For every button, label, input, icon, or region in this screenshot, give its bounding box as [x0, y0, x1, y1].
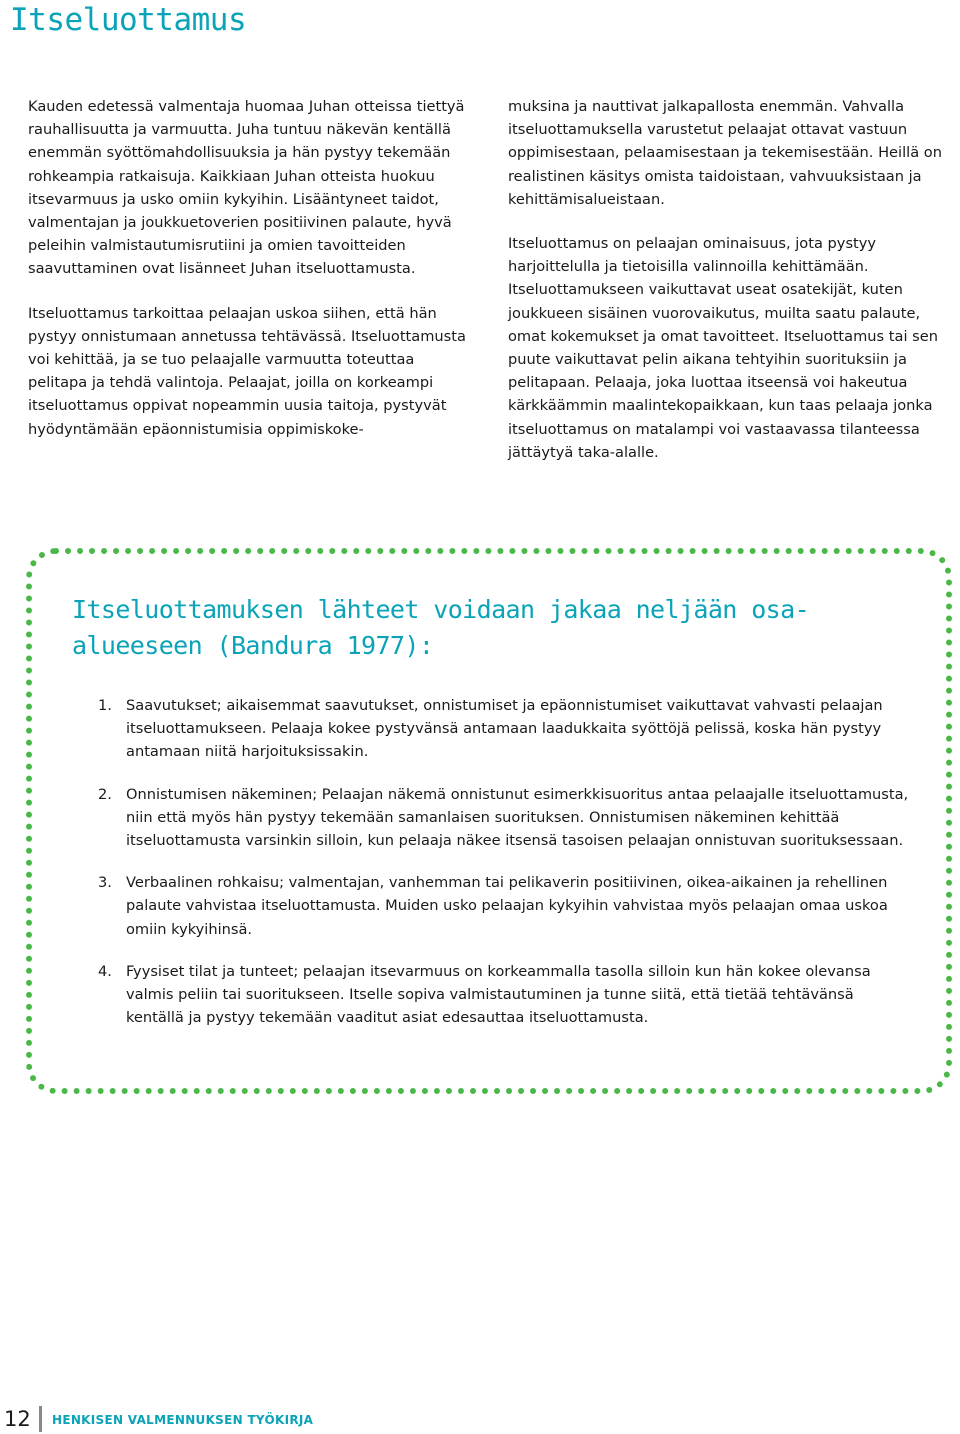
footer-divider	[39, 1406, 42, 1432]
left-column	[28, 95, 468, 462]
list-item-text: Saavutukset; aikaisemmat saavutukset, onnistumiset ja epäonnistumiset vaikuttavat vahvasti pelaajan itseluottamukseen. Pelaaja kokee pystyvänsä antamaan laadukkaita syöttöjä pelissä, koska hän pystyy antamaan niitä harjoituksissakin.	[126, 697, 883, 761]
body-paragraph: muksina ja nauttivat jalkapallosta enemmän. Vahvalla itseluottamuksella varustetut pelaajat ottavat vastuun oppimisestaan, pelaamisestaan ja tekemisestään. Heillä on realistinen käsitys omista taidoistaan, vahvuuksistaan ja kehittämisalueistaan.	[508, 98, 942, 208]
list-item	[78, 783, 910, 853]
body-paragraph: Itseluottamus tarkoittaa pelaajan uskoa siihen, että hän pystyy onnistumaan annetussa tehtävässä. Itseluottamusta voi kehittää, ja se tuo pelaajalle varmuutta toteuttaa pelitapa ja tehdä valintoja. Pelaajat, joilla on korkeampi itseluottamus oppivat nopeammin uusia taitoja, pystyvät hyödyntämään epäonnistumisia oppimiskoke-	[28, 304, 466, 438]
list-item-text: Verbaalinen rohkaisu; valmentajan, vanhemman tai pelikaverin positiivinen, oikea-aikainen ja rehellinen palaute vahvistaa itseluottamusta. Muiden usko pelaajan kykyihin vahvistaa myös pelaajan omaa uskoa omiin kykyihinsä.	[126, 874, 888, 938]
list-item-number: 3.	[98, 874, 112, 892]
list-item-text: Fyysiset tilat ja tunteet; pelaajan itsevarmuus on korkeammalla tasolla silloin kun hän kokee olevansa valmis peliin tai suoritukseen. Itselle sopiva valmistautuminen ja tunne siitä, että tietää tehtävänsä kentällä ja pystyy tekemään vaaditut asiat edesauttaa itseluottamusta.	[126, 962, 871, 1027]
body-paragraph: Itseluottamus on pelaajan ominaisuus, jota pystyy harjoittelulla ja tietoisilla valinnoilla kehittämään. Itseluottamukseen vaikuttavat useat osatekijät, kuten joukkueen sisäinen vuorovaikutus, muilta saatu palaute, omat kokemukset ja omat tavoitteet. Itseluottamus tai sen puute vaikuttavat pelin aikana tehtyihin suorituksiin ja pelitapaan. Pelaaja, joka luottaa itseensä voi hakeutua kärkkäämmin maalintekopaikkaan, kun taas pelaaja jonka itseluottamus on matalampi voi vastaavassa tilanteessa jättäytyä taka-alalle.	[508, 235, 938, 461]
list-item	[78, 960, 910, 1030]
right-column	[508, 95, 956, 485]
list-item	[78, 694, 910, 764]
list-item-text: Onnistumisen näkeminen; Pelaajan näkemä onnistunut esimerkkisuoritus antaa pelaajalle itseluottamusta, niin että myös hän pystyy tekemään samanlaisen suorituksen. Onnistumisen näkeminen kehittää itseluottamusta varsinkin silloin, kun pelaaja näkee itsensä tasoisen pelaajan onnistuvan suorituksessaan.	[126, 785, 909, 850]
info-box-list	[78, 694, 910, 1048]
info-box-heading: Itseluottamuksen lähteet voidaan jakaa neljään osa-alueeseen (Bandura 1977):	[72, 595, 810, 660]
list-item-number: 2.	[98, 785, 112, 803]
page-number: 12	[4, 1407, 31, 1431]
page-footer	[0, 1404, 400, 1434]
page-title: Itseluottamus	[10, 2, 247, 38]
list-item-number: 1.	[98, 697, 112, 714]
list-item-number: 4.	[98, 962, 112, 980]
footer-label: HENKISEN VALMENNUKSEN TYÖKIRJA	[52, 1413, 314, 1427]
body-paragraph: Kauden edetessä valmentaja huomaa Juhan otteissa tiettyä rauhallisuutta ja varmuutta. Juha tuntuu näkevän kentällä enemmän syöttömahdollisuuksia ja hän pystyy tekemään rohkeampia ratkaisuja. Kaikkiaan Juhan otteista huokuu itsevarmuus ja usko omiin kykyihin. Lisääntyneet taidot, valmentajan ja joukkuetoverien positiivinen palaute, hyvä peleihin valmistautumisrutiini ja omien tavoitteiden saavuttaminen ovat lisänneet Juhan itseluottamusta.	[28, 98, 465, 278]
list-item	[78, 871, 910, 941]
